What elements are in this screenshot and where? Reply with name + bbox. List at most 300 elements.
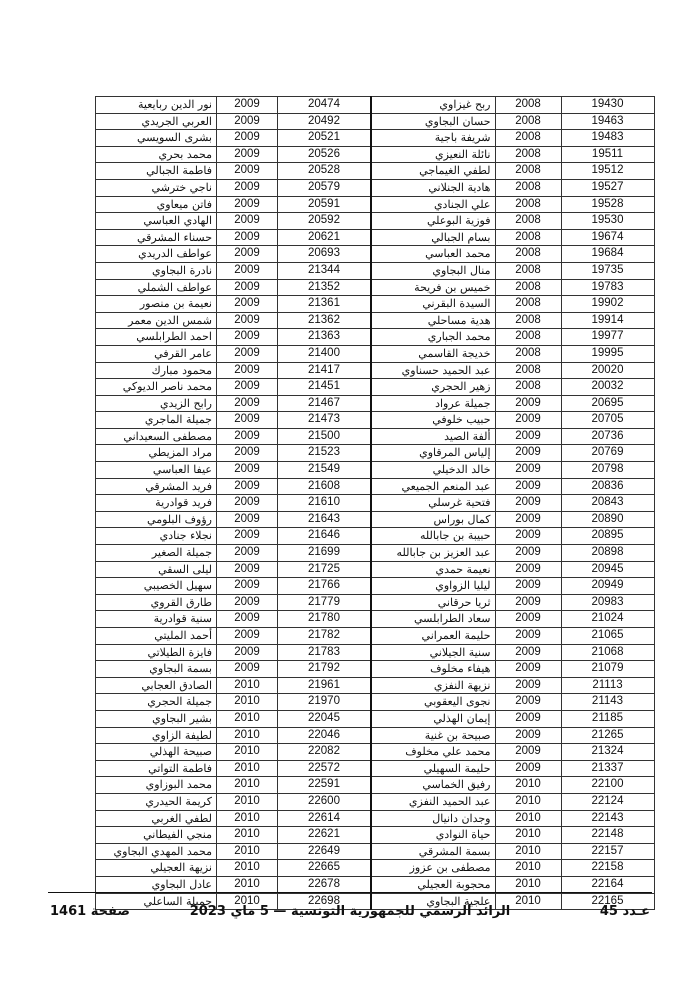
- left-number-cell: 20526: [278, 146, 372, 163]
- right-name-cell: عبد المنعم الجميعي: [371, 478, 495, 495]
- left-number-cell: 22665: [278, 860, 372, 877]
- table-row: [96, 445, 655, 462]
- right-year-cell: 2009: [495, 528, 561, 545]
- right-name-cell: صبيحة بن غنية: [371, 727, 495, 744]
- left-year-cell: 2009: [217, 528, 278, 545]
- right-name-cell: حياة النوادي: [371, 827, 495, 844]
- names-table: [95, 96, 655, 910]
- right-year-cell: 2008: [495, 279, 561, 296]
- right-name-cell: سعاد الطرابلسي: [371, 611, 495, 628]
- left-number-cell: 21352: [278, 279, 372, 296]
- right-name-cell: بسمة المشرقي: [371, 843, 495, 860]
- right-number-cell: 21324: [561, 744, 654, 761]
- left-year-cell: 2009: [217, 412, 278, 429]
- left-number-cell: 22649: [278, 843, 372, 860]
- right-name-cell: هادية الجنلاني: [371, 179, 495, 196]
- right-year-cell: 2010: [495, 860, 561, 877]
- left-number-cell: 22614: [278, 810, 372, 827]
- table-row: [96, 395, 655, 412]
- left-year-cell: 2010: [217, 843, 278, 860]
- table-row: [96, 594, 655, 611]
- left-name-cell: نادرة البجاوي: [96, 262, 217, 279]
- right-number-cell: 19914: [561, 312, 654, 329]
- left-year-cell: 2009: [217, 379, 278, 396]
- left-name-cell: العربي الجريدي: [96, 113, 217, 130]
- right-name-cell: ربح غيزاوي: [371, 97, 495, 114]
- right-number-cell: 20695: [561, 395, 654, 412]
- right-number-cell: 22164: [561, 876, 654, 893]
- left-name-cell: الصادق العجابي: [96, 677, 217, 694]
- table-row: [96, 345, 655, 362]
- left-name-cell: عيفا العباسي: [96, 462, 217, 479]
- right-year-cell: 2008: [495, 296, 561, 313]
- left-number-cell: 21780: [278, 611, 372, 628]
- right-name-cell: ليليا الزواوي: [371, 578, 495, 595]
- right-number-cell: 21079: [561, 661, 654, 678]
- left-number-cell: 21473: [278, 412, 372, 429]
- left-year-cell: 2009: [217, 246, 278, 263]
- left-number-cell: 21725: [278, 561, 372, 578]
- table-row: [96, 462, 655, 479]
- left-number-cell: 21400: [278, 345, 372, 362]
- right-year-cell: 2009: [495, 611, 561, 628]
- left-name-cell: فريد المشرقي: [96, 478, 217, 495]
- right-year-cell: 2009: [495, 511, 561, 528]
- table-row: [96, 213, 655, 230]
- left-year-cell: 2009: [217, 661, 278, 678]
- right-name-cell: لطفي الغيماجي: [371, 163, 495, 180]
- left-number-cell: 20591: [278, 196, 372, 213]
- right-year-cell: 2010: [495, 827, 561, 844]
- left-number-cell: 20528: [278, 163, 372, 180]
- left-name-cell: منجي الفيطاني: [96, 827, 217, 844]
- left-name-cell: مصطفى السعيداني: [96, 428, 217, 445]
- table-row: [96, 694, 655, 711]
- left-year-cell: 2009: [217, 196, 278, 213]
- table-row: [96, 810, 655, 827]
- left-name-cell: رؤوف البلومي: [96, 511, 217, 528]
- left-name-cell: احمد الطرابلسي: [96, 329, 217, 346]
- left-year-cell: 2010: [217, 876, 278, 893]
- left-number-cell: 22046: [278, 727, 372, 744]
- right-year-cell: 2010: [495, 810, 561, 827]
- left-year-cell: 2009: [217, 428, 278, 445]
- left-name-cell: ليلى السقي: [96, 561, 217, 578]
- left-name-cell: سهيل الخصيبي: [96, 578, 217, 595]
- right-year-cell: 2009: [495, 462, 561, 479]
- left-number-cell: 20474: [278, 97, 372, 114]
- right-number-cell: 21024: [561, 611, 654, 628]
- right-number-cell: 19783: [561, 279, 654, 296]
- left-year-cell: 2010: [217, 793, 278, 810]
- right-year-cell: 2008: [495, 146, 561, 163]
- left-number-cell: 22678: [278, 876, 372, 893]
- right-number-cell: 19512: [561, 163, 654, 180]
- table-row: [96, 130, 655, 147]
- right-name-cell: خميس بن فريحة: [371, 279, 495, 296]
- left-name-cell: عامر القرفي: [96, 345, 217, 362]
- right-year-cell: 2008: [495, 97, 561, 114]
- right-year-cell: 2008: [495, 196, 561, 213]
- table-row: [96, 146, 655, 163]
- left-year-cell: 2009: [217, 213, 278, 230]
- left-number-cell: 21792: [278, 661, 372, 678]
- table-row: [96, 843, 655, 860]
- right-year-cell: 2009: [495, 594, 561, 611]
- right-year-cell: 2010: [495, 843, 561, 860]
- right-name-cell: شريفة باجية: [371, 130, 495, 147]
- left-number-cell: 21699: [278, 545, 372, 562]
- left-year-cell: 2009: [217, 179, 278, 196]
- right-name-cell: محمد علي مخلوف: [371, 744, 495, 761]
- right-name-cell: علي الجنادي: [371, 196, 495, 213]
- left-name-cell: كريمة الحيدري: [96, 793, 217, 810]
- right-year-cell: 2009: [495, 661, 561, 678]
- left-year-cell: 2010: [217, 760, 278, 777]
- left-name-cell: فاطمة الجبالي: [96, 163, 217, 180]
- left-year-cell: 2010: [217, 727, 278, 744]
- left-number-cell: 21363: [278, 329, 372, 346]
- right-year-cell: 2008: [495, 130, 561, 147]
- table-row: [96, 196, 655, 213]
- left-year-cell: 2009: [217, 561, 278, 578]
- right-year-cell: 2009: [495, 412, 561, 429]
- left-name-cell: جميلة الصغير: [96, 545, 217, 562]
- left-name-cell: بشرى السويسي: [96, 130, 217, 147]
- left-name-cell: جميلة الماجري: [96, 412, 217, 429]
- left-year-cell: 2010: [217, 677, 278, 694]
- left-name-cell: محمود مبارك: [96, 362, 217, 379]
- left-year-cell: 2010: [217, 810, 278, 827]
- left-number-cell: 20521: [278, 130, 372, 147]
- left-name-cell: لطيفة الزاوي: [96, 727, 217, 744]
- right-year-cell: 2008: [495, 229, 561, 246]
- right-number-cell: 19511: [561, 146, 654, 163]
- table-row: [96, 163, 655, 180]
- table-row: [96, 179, 655, 196]
- right-name-cell: علجية البجاوي: [371, 893, 495, 910]
- right-name-cell: رفيق الخماسي: [371, 777, 495, 794]
- right-name-cell: السيدة البقرني: [371, 296, 495, 313]
- table-row: [96, 793, 655, 810]
- right-year-cell: 2009: [495, 694, 561, 711]
- right-name-cell: فوزية البوعلي: [371, 213, 495, 230]
- right-name-cell: حليمة العمراني: [371, 628, 495, 645]
- right-number-cell: 20020: [561, 362, 654, 379]
- left-year-cell: 2009: [217, 578, 278, 595]
- left-year-cell: 2009: [217, 362, 278, 379]
- right-number-cell: 20769: [561, 445, 654, 462]
- table-row: [96, 495, 655, 512]
- left-number-cell: 21500: [278, 428, 372, 445]
- table-row: [96, 296, 655, 313]
- right-year-cell: 2008: [495, 312, 561, 329]
- left-name-cell: نزيهة العجيلي: [96, 860, 217, 877]
- right-number-cell: 22124: [561, 793, 654, 810]
- right-number-cell: 19530: [561, 213, 654, 230]
- right-number-cell: 21065: [561, 628, 654, 645]
- left-number-cell: 20492: [278, 113, 372, 130]
- right-name-cell: منال البجاوي: [371, 262, 495, 279]
- left-year-cell: 2010: [217, 710, 278, 727]
- table-row: [96, 611, 655, 628]
- right-year-cell: 2009: [495, 428, 561, 445]
- right-year-cell: 2008: [495, 163, 561, 180]
- table-row: [96, 97, 655, 114]
- table-row: [96, 229, 655, 246]
- table-row: [96, 727, 655, 744]
- left-name-cell: فاتن ميعاوي: [96, 196, 217, 213]
- right-number-cell: 20945: [561, 561, 654, 578]
- table-row: [96, 545, 655, 562]
- right-name-cell: نزيهة النفزي: [371, 677, 495, 694]
- left-name-cell: الهادي العباسي: [96, 213, 217, 230]
- left-number-cell: 21362: [278, 312, 372, 329]
- right-year-cell: 2009: [495, 760, 561, 777]
- table-row: [96, 279, 655, 296]
- left-year-cell: 2009: [217, 262, 278, 279]
- right-number-cell: 19735: [561, 262, 654, 279]
- left-name-cell: جميلة الساعلي: [96, 893, 217, 910]
- footer-divider: [48, 892, 652, 893]
- right-name-cell: نائلة النعيزي: [371, 146, 495, 163]
- right-number-cell: 20898: [561, 545, 654, 562]
- left-number-cell: 21610: [278, 495, 372, 512]
- table-row: [96, 412, 655, 429]
- right-name-cell: جميلة عرواد: [371, 395, 495, 412]
- left-name-cell: محمد المهدي البجاوي: [96, 843, 217, 860]
- left-number-cell: 22045: [278, 710, 372, 727]
- left-name-cell: أحمد المليتي: [96, 628, 217, 645]
- right-number-cell: 20705: [561, 412, 654, 429]
- left-name-cell: عواطف الشملي: [96, 279, 217, 296]
- right-number-cell: 19528: [561, 196, 654, 213]
- table-row: [96, 860, 655, 877]
- right-number-cell: 20736: [561, 428, 654, 445]
- right-name-cell: بسام الجبالي: [371, 229, 495, 246]
- right-year-cell: 2008: [495, 379, 561, 396]
- right-year-cell: 2010: [495, 777, 561, 794]
- right-number-cell: 19902: [561, 296, 654, 313]
- left-number-cell: 22572: [278, 760, 372, 777]
- left-name-cell: رابح الزيدي: [96, 395, 217, 412]
- left-year-cell: 2010: [217, 827, 278, 844]
- left-year-cell: 2009: [217, 296, 278, 313]
- table-row: [96, 113, 655, 130]
- left-year-cell: 2009: [217, 545, 278, 562]
- right-year-cell: 2009: [495, 545, 561, 562]
- left-year-cell: 2009: [217, 462, 278, 479]
- left-name-cell: نجلاء جنادي: [96, 528, 217, 545]
- right-number-cell: 20032: [561, 379, 654, 396]
- right-year-cell: 2010: [495, 893, 561, 910]
- right-number-cell: 19977: [561, 329, 654, 346]
- right-year-cell: 2008: [495, 179, 561, 196]
- right-name-cell: خديجة القاسمي: [371, 345, 495, 362]
- left-number-cell: 21523: [278, 445, 372, 462]
- left-year-cell: 2009: [217, 329, 278, 346]
- table-row: [96, 478, 655, 495]
- left-year-cell: 2009: [217, 130, 278, 147]
- table-body: [96, 97, 655, 910]
- left-name-cell: فاطمة التواتي: [96, 760, 217, 777]
- left-number-cell: 20693: [278, 246, 372, 263]
- table-row: [96, 661, 655, 678]
- right-number-cell: 19684: [561, 246, 654, 263]
- right-number-cell: 19463: [561, 113, 654, 130]
- left-name-cell: لطفي الغربي: [96, 810, 217, 827]
- table-row: [96, 777, 655, 794]
- right-number-cell: 20949: [561, 578, 654, 595]
- right-year-cell: 2009: [495, 578, 561, 595]
- right-number-cell: 22157: [561, 843, 654, 860]
- right-name-cell: عبد الحميد النفزي: [371, 793, 495, 810]
- right-name-cell: إيمان الهذلي: [371, 710, 495, 727]
- left-number-cell: 21783: [278, 644, 372, 661]
- left-name-cell: شمس الدين معمر: [96, 312, 217, 329]
- right-number-cell: 20836: [561, 478, 654, 495]
- right-number-cell: 21265: [561, 727, 654, 744]
- table-row: [96, 644, 655, 661]
- table-row: [96, 744, 655, 761]
- right-year-cell: 2009: [495, 727, 561, 744]
- right-name-cell: نجوى اليعقوبي: [371, 694, 495, 711]
- left-number-cell: 20592: [278, 213, 372, 230]
- left-number-cell: 21549: [278, 462, 372, 479]
- left-name-cell: محمد البوزاوي: [96, 777, 217, 794]
- left-year-cell: 2010: [217, 744, 278, 761]
- left-name-cell: بشير البجاوي: [96, 710, 217, 727]
- left-name-cell: فريد قوادرية: [96, 495, 217, 512]
- right-name-cell: وجدان دانيال: [371, 810, 495, 827]
- right-number-cell: 19674: [561, 229, 654, 246]
- table-row: [96, 876, 655, 893]
- right-number-cell: 21185: [561, 710, 654, 727]
- right-year-cell: 2009: [495, 744, 561, 761]
- issue-number: عـدد 45: [599, 904, 650, 919]
- table-row: [96, 262, 655, 279]
- right-number-cell: 22165: [561, 893, 654, 910]
- right-number-cell: 22158: [561, 860, 654, 877]
- right-name-cell: إلياس المرقاوي: [371, 445, 495, 462]
- right-year-cell: 2008: [495, 246, 561, 263]
- table-row: [96, 428, 655, 445]
- left-number-cell: 22621: [278, 827, 372, 844]
- right-name-cell: كمال بوراس: [371, 511, 495, 528]
- left-number-cell: 21344: [278, 262, 372, 279]
- left-number-cell: 21451: [278, 379, 372, 396]
- left-year-cell: 2009: [217, 495, 278, 512]
- left-year-cell: 2009: [217, 345, 278, 362]
- right-number-cell: 19527: [561, 179, 654, 196]
- table-row: [96, 578, 655, 595]
- left-year-cell: 2009: [217, 445, 278, 462]
- left-year-cell: 2009: [217, 644, 278, 661]
- left-name-cell: بسمة البجاوي: [96, 661, 217, 678]
- left-name-cell: حسناء المشرقي: [96, 229, 217, 246]
- left-name-cell: نعيمة بن منصور: [96, 296, 217, 313]
- right-year-cell: 2010: [495, 876, 561, 893]
- right-name-cell: حليمة السهيلي: [371, 760, 495, 777]
- left-year-cell: 2009: [217, 163, 278, 180]
- table-row: [96, 528, 655, 545]
- left-number-cell: 21467: [278, 395, 372, 412]
- table-row: [96, 677, 655, 694]
- table-row: [96, 379, 655, 396]
- right-name-cell: مصطفى بن عزوز: [371, 860, 495, 877]
- left-number-cell: 21608: [278, 478, 372, 495]
- right-year-cell: 2008: [495, 345, 561, 362]
- table-row: [96, 312, 655, 329]
- right-name-cell: حبيب خلوفي: [371, 412, 495, 429]
- left-year-cell: 2009: [217, 611, 278, 628]
- left-year-cell: 2009: [217, 146, 278, 163]
- right-name-cell: فتحية غرسلي: [371, 495, 495, 512]
- right-number-cell: 20890: [561, 511, 654, 528]
- right-name-cell: محمد العباسي: [371, 246, 495, 263]
- right-number-cell: 22100: [561, 777, 654, 794]
- left-name-cell: صبيحة الهذلي: [96, 744, 217, 761]
- right-name-cell: نعيمة حمدي: [371, 561, 495, 578]
- left-year-cell: 2009: [217, 511, 278, 528]
- left-name-cell: محمد بحري: [96, 146, 217, 163]
- left-number-cell: 22082: [278, 744, 372, 761]
- right-year-cell: 2009: [495, 478, 561, 495]
- left-year-cell: 2009: [217, 594, 278, 611]
- right-name-cell: حبيبة بن جابالله: [371, 528, 495, 545]
- right-year-cell: 2009: [495, 644, 561, 661]
- left-year-cell: 2009: [217, 628, 278, 645]
- left-name-cell: طارق القروي: [96, 594, 217, 611]
- right-number-cell: 19483: [561, 130, 654, 147]
- right-year-cell: 2008: [495, 213, 561, 230]
- left-number-cell: 21361: [278, 296, 372, 313]
- left-number-cell: 20621: [278, 229, 372, 246]
- left-number-cell: 21417: [278, 362, 372, 379]
- right-name-cell: هيفاء مخلوف: [371, 661, 495, 678]
- left-year-cell: 2009: [217, 312, 278, 329]
- left-name-cell: فايزة الطيلاتي: [96, 644, 217, 661]
- left-name-cell: مراد المزيطي: [96, 445, 217, 462]
- right-name-cell: هدية مساحلي: [371, 312, 495, 329]
- journal-title: الرائد الرسمي للجمهورية التونسية — 5 ماي 2023: [189, 904, 511, 919]
- right-year-cell: 2009: [495, 445, 561, 462]
- right-year-cell: 2008: [495, 362, 561, 379]
- right-name-cell: ألفة الصيد: [371, 428, 495, 445]
- left-number-cell: 21961: [278, 677, 372, 694]
- left-name-cell: ناجي خترشي: [96, 179, 217, 196]
- right-number-cell: 19995: [561, 345, 654, 362]
- right-name-cell: ثريا حرقاني: [371, 594, 495, 611]
- right-year-cell: 2009: [495, 395, 561, 412]
- left-year-cell: 2010: [217, 694, 278, 711]
- right-year-cell: 2009: [495, 495, 561, 512]
- right-number-cell: 21337: [561, 760, 654, 777]
- right-name-cell: عبد العزيز بن جابالله: [371, 545, 495, 562]
- left-number-cell: 21643: [278, 511, 372, 528]
- table-row: [96, 511, 655, 528]
- right-year-cell: 2010: [495, 793, 561, 810]
- table-row: [96, 760, 655, 777]
- left-number-cell: 21970: [278, 694, 372, 711]
- right-year-cell: 2008: [495, 113, 561, 130]
- left-number-cell: 21646: [278, 528, 372, 545]
- right-name-cell: زهير الحجري: [371, 379, 495, 396]
- table-row: [96, 329, 655, 346]
- left-year-cell: 2010: [217, 893, 278, 910]
- right-name-cell: سنية الجيلاني: [371, 644, 495, 661]
- left-name-cell: عواطف الدريدي: [96, 246, 217, 263]
